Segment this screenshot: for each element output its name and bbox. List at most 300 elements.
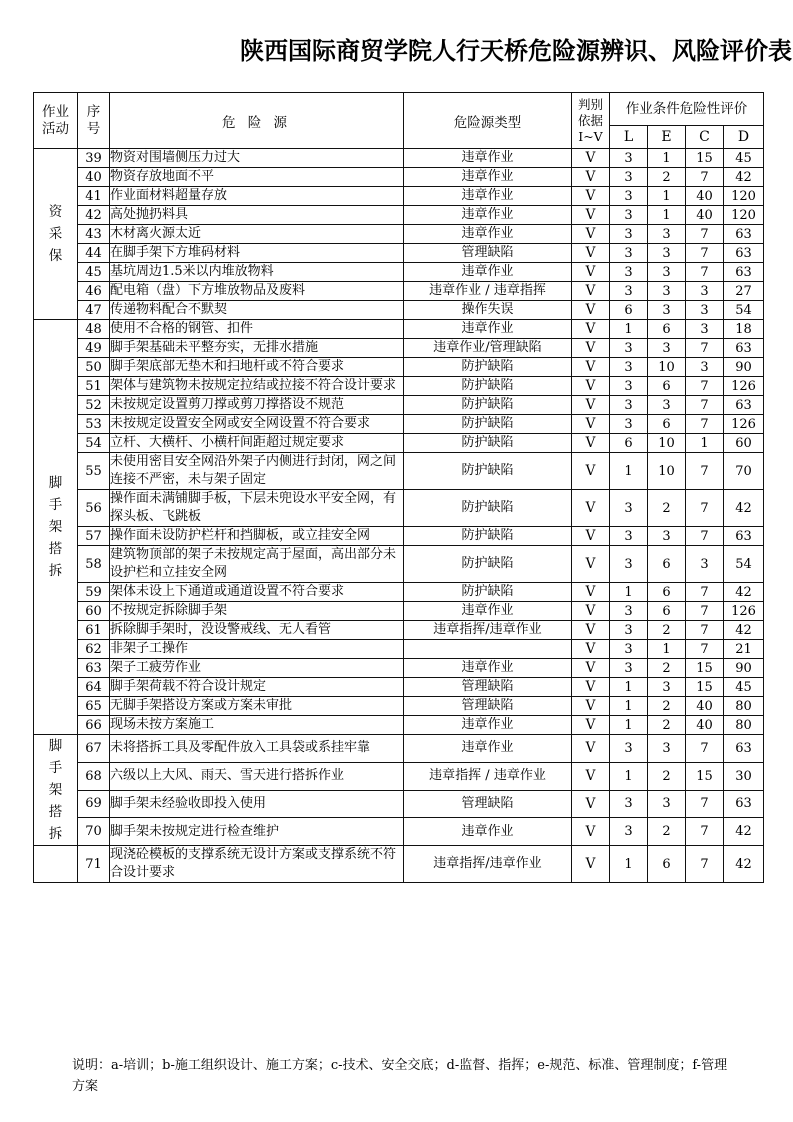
- hazard-cell: 未按规定设置剪刀撑或剪刀撑搭设不规范: [110, 396, 404, 415]
- hazard-cell: 物资存放地面不平: [110, 168, 404, 187]
- criteria-level-cell: V: [572, 149, 610, 168]
- sequence-cell: 64: [78, 678, 110, 697]
- table-body: [34, 149, 764, 883]
- criteria-level-cell: V: [572, 546, 610, 583]
- value-E-cell: 6: [648, 846, 686, 883]
- sequence-cell: 54: [78, 434, 110, 453]
- criteria-level-cell: V: [572, 697, 610, 716]
- value-C-cell: 7: [686, 263, 724, 282]
- criteria-level-cell: V: [572, 716, 610, 735]
- table-header: [34, 93, 764, 149]
- sequence-cell: 52: [78, 396, 110, 415]
- header-criteria-line3: I~V: [578, 128, 603, 144]
- table-row: [34, 149, 764, 168]
- value-C-cell: 40: [686, 206, 724, 225]
- sequence-cell: 41: [78, 187, 110, 206]
- header-sequence-line2: 号: [86, 120, 101, 137]
- value-L-cell: 3: [610, 735, 648, 763]
- hazard-cell: 脚手架基础未平整夯实，无排水措施: [110, 339, 404, 358]
- hazard-type-cell: 违章作业: [404, 659, 572, 678]
- value-E-cell: 10: [648, 453, 686, 490]
- value-L-cell: 3: [610, 621, 648, 640]
- header-evaluation-group: 作业条件危险性评价: [610, 93, 764, 126]
- hazard-type-cell: 管理缺陷: [404, 678, 572, 697]
- table-row: [34, 818, 764, 846]
- value-E-cell: 10: [648, 358, 686, 377]
- criteria-level-cell: V: [572, 659, 610, 678]
- table-row: [34, 244, 764, 263]
- value-L-cell: 3: [610, 225, 648, 244]
- value-L-cell: 3: [610, 546, 648, 583]
- sequence-cell: 62: [78, 640, 110, 659]
- value-L-cell: 3: [610, 396, 648, 415]
- criteria-level-cell: V: [572, 320, 610, 339]
- value-D-cell: 21: [724, 640, 764, 659]
- value-L-cell: 1: [610, 678, 648, 697]
- footnote: 说明：a-培训；b-施工组织设计、施工方案；c-技术、安全交底；d-监督、指挥；e-规范、标准、管理制度；f-管理方案: [72, 1058, 728, 1094]
- sequence-cell: 49: [78, 339, 110, 358]
- value-C-cell: 3: [686, 282, 724, 301]
- table-row: [34, 282, 764, 301]
- value-E-cell: 3: [648, 301, 686, 320]
- value-C-cell: 7: [686, 735, 724, 763]
- value-L-cell: 3: [610, 244, 648, 263]
- criteria-level-cell: V: [572, 434, 610, 453]
- hazard-cell: 脚手架底部无垫木和扫地杆或不符合要求: [110, 358, 404, 377]
- hazard-type-cell: 防护缺陷: [404, 490, 572, 527]
- sequence-cell: 63: [78, 659, 110, 678]
- value-C-cell: 7: [686, 490, 724, 527]
- hazard-type-cell: 违章作业: [404, 263, 572, 282]
- value-D-cell: 90: [724, 659, 764, 678]
- value-E-cell: 2: [648, 168, 686, 187]
- value-L-cell: 3: [610, 282, 648, 301]
- criteria-level-cell: V: [572, 377, 610, 396]
- sequence-cell: 51: [78, 377, 110, 396]
- value-E-cell: 6: [648, 546, 686, 583]
- value-D-cell: 42: [724, 818, 764, 846]
- sequence-cell: 46: [78, 282, 110, 301]
- hazard-cell: 在脚手架下方堆码材料: [110, 244, 404, 263]
- table-row: [34, 697, 764, 716]
- value-E-cell: 2: [648, 762, 686, 790]
- table-row: [34, 396, 764, 415]
- risk-assessment-table: [33, 92, 764, 883]
- hazard-type-cell: 违章作业: [404, 206, 572, 225]
- value-C-cell: 7: [686, 790, 724, 818]
- value-D-cell: 90: [724, 358, 764, 377]
- table-row: [34, 527, 764, 546]
- hazard-type-cell: 违章作业: [404, 602, 572, 621]
- value-L-cell: 3: [610, 818, 648, 846]
- value-C-cell: 7: [686, 818, 724, 846]
- hazard-type-cell: 防护缺陷: [404, 377, 572, 396]
- table-row: [34, 263, 764, 282]
- value-E-cell: 6: [648, 583, 686, 602]
- value-C-cell: 7: [686, 621, 724, 640]
- header-criteria: [572, 93, 610, 149]
- hazard-type-cell: 违章作业: [404, 320, 572, 339]
- sequence-cell: 66: [78, 716, 110, 735]
- table-row: [34, 339, 764, 358]
- value-D-cell: 63: [724, 527, 764, 546]
- sequence-cell: 69: [78, 790, 110, 818]
- hazard-type-cell: 防护缺陷: [404, 396, 572, 415]
- value-D-cell: 42: [724, 846, 764, 883]
- criteria-level-cell: V: [572, 846, 610, 883]
- criteria-level-cell: V: [572, 640, 610, 659]
- value-L-cell: 3: [610, 339, 648, 358]
- criteria-level-cell: V: [572, 168, 610, 187]
- sequence-cell: 71: [78, 846, 110, 883]
- table-row: [34, 762, 764, 790]
- value-E-cell: 2: [648, 490, 686, 527]
- value-C-cell: 15: [686, 762, 724, 790]
- sequence-cell: 67: [78, 735, 110, 763]
- hazard-cell: 木材离火源太近: [110, 225, 404, 244]
- value-D-cell: 80: [724, 697, 764, 716]
- hazard-type-cell: 违章指挥/违章作业: [404, 621, 572, 640]
- sequence-cell: 40: [78, 168, 110, 187]
- value-E-cell: 1: [648, 149, 686, 168]
- sequence-cell: 55: [78, 453, 110, 490]
- value-C-cell: 7: [686, 339, 724, 358]
- value-C-cell: 40: [686, 716, 724, 735]
- value-E-cell: 2: [648, 716, 686, 735]
- value-D-cell: 18: [724, 320, 764, 339]
- value-D-cell: 120: [724, 206, 764, 225]
- value-E-cell: 3: [648, 339, 686, 358]
- activity-label: 脚手架搭拆: [48, 475, 63, 579]
- value-E-cell: 3: [648, 396, 686, 415]
- table-row: [34, 583, 764, 602]
- hazard-cell: 操作面未设防护栏杆和挡脚板，或立挂安全网: [110, 527, 404, 546]
- header-sequence: [78, 93, 110, 149]
- hazard-type-cell: 违章作业 / 违章指挥: [404, 282, 572, 301]
- hazard-type-cell: 防护缺陷: [404, 453, 572, 490]
- value-C-cell: 7: [686, 244, 724, 263]
- value-E-cell: 3: [648, 678, 686, 697]
- hazard-type-cell: 防护缺陷: [404, 546, 572, 583]
- activity-cell: [34, 846, 78, 883]
- hazard-cell: 建筑物顶部的架子未按规定高于屋面，高出部分未设护栏和立挂安全网: [110, 546, 404, 583]
- criteria-level-cell: V: [572, 415, 610, 434]
- criteria-level-cell: V: [572, 735, 610, 763]
- activity-cell: [34, 149, 78, 320]
- criteria-level-cell: V: [572, 187, 610, 206]
- header-col-D: D: [724, 126, 764, 149]
- value-L-cell: 3: [610, 358, 648, 377]
- value-C-cell: 7: [686, 225, 724, 244]
- header-sequence-line1: 序: [86, 103, 101, 120]
- hazard-cell: 未将搭拆工具及零配件放入工具袋或系挂牢靠: [110, 735, 404, 763]
- hazard-cell: 非架子工操作: [110, 640, 404, 659]
- value-D-cell: 30: [724, 762, 764, 790]
- hazard-cell: 架子工疲劳作业: [110, 659, 404, 678]
- sequence-cell: 59: [78, 583, 110, 602]
- value-L-cell: 3: [610, 527, 648, 546]
- hazard-cell: 使用不合格的钢管、扣件: [110, 320, 404, 339]
- table-row: [34, 415, 764, 434]
- table-row: [34, 716, 764, 735]
- header-col-C: C: [686, 126, 724, 149]
- table-row: [34, 846, 764, 883]
- sequence-cell: 57: [78, 527, 110, 546]
- criteria-level-cell: V: [572, 490, 610, 527]
- criteria-level-cell: V: [572, 244, 610, 263]
- value-C-cell: 3: [686, 546, 724, 583]
- value-E-cell: 10: [648, 434, 686, 453]
- hazard-cell: 脚手架未按规定进行检查维护: [110, 818, 404, 846]
- hazard-cell: 未按规定设置安全网或安全网设置不符合要求: [110, 415, 404, 434]
- hazard-cell: 现场未按方案施工: [110, 716, 404, 735]
- table-row: [34, 546, 764, 583]
- criteria-level-cell: V: [572, 225, 610, 244]
- header-hazard: 危 险 源: [110, 93, 404, 149]
- value-D-cell: 54: [724, 546, 764, 583]
- sequence-cell: 60: [78, 602, 110, 621]
- value-D-cell: 60: [724, 434, 764, 453]
- table-header-row-1: [34, 93, 764, 126]
- header-activity: [34, 93, 78, 149]
- criteria-level-cell: V: [572, 206, 610, 225]
- activity-label: 脚手架搭拆: [48, 738, 63, 842]
- value-E-cell: 3: [648, 790, 686, 818]
- table-row: [34, 434, 764, 453]
- value-E-cell: 2: [648, 621, 686, 640]
- table-row: [34, 490, 764, 527]
- hazard-cell: 脚手架未经验收即投入使用: [110, 790, 404, 818]
- value-C-cell: 7: [686, 583, 724, 602]
- value-D-cell: 42: [724, 621, 764, 640]
- criteria-level-cell: V: [572, 396, 610, 415]
- sequence-cell: 47: [78, 301, 110, 320]
- hazard-type-cell: 违章作业: [404, 818, 572, 846]
- hazard-type-cell: 违章作业: [404, 187, 572, 206]
- value-C-cell: 15: [686, 678, 724, 697]
- risk-assessment-table-wrap: [33, 92, 763, 883]
- criteria-level-cell: V: [572, 583, 610, 602]
- value-E-cell: 3: [648, 225, 686, 244]
- value-D-cell: 54: [724, 301, 764, 320]
- hazard-type-cell: 违章作业: [404, 716, 572, 735]
- criteria-level-cell: V: [572, 790, 610, 818]
- value-E-cell: 2: [648, 818, 686, 846]
- value-L-cell: 3: [610, 415, 648, 434]
- hazard-type-cell: 管理缺陷: [404, 697, 572, 716]
- value-L-cell: 1: [610, 453, 648, 490]
- table-row: [34, 187, 764, 206]
- sequence-cell: 68: [78, 762, 110, 790]
- table-row: [34, 206, 764, 225]
- sequence-cell: 48: [78, 320, 110, 339]
- value-D-cell: 63: [724, 339, 764, 358]
- value-E-cell: 2: [648, 659, 686, 678]
- value-L-cell: 1: [610, 846, 648, 883]
- value-D-cell: 70: [724, 453, 764, 490]
- value-L-cell: 6: [610, 434, 648, 453]
- sequence-cell: 39: [78, 149, 110, 168]
- table-row: [34, 168, 764, 187]
- table-row: [34, 453, 764, 490]
- criteria-level-cell: V: [572, 339, 610, 358]
- value-L-cell: 1: [610, 583, 648, 602]
- value-L-cell: 1: [610, 716, 648, 735]
- table-row: [34, 602, 764, 621]
- hazard-type-cell: 管理缺陷: [404, 790, 572, 818]
- table-row: [34, 225, 764, 244]
- value-D-cell: 126: [724, 377, 764, 396]
- activity-label: 资采保: [48, 204, 63, 264]
- hazard-type-cell: 违章作业: [404, 735, 572, 763]
- value-C-cell: 40: [686, 187, 724, 206]
- value-D-cell: 63: [724, 244, 764, 263]
- header-criteria-line2: 依据: [577, 112, 603, 128]
- hazard-cell: 脚手架荷载不符合设计规定: [110, 678, 404, 697]
- hazard-type-cell: 违章指挥 / 违章作业: [404, 762, 572, 790]
- hazard-cell: 拆除脚手架时，没设警戒线、无人看管: [110, 621, 404, 640]
- value-D-cell: 126: [724, 415, 764, 434]
- value-L-cell: 1: [610, 320, 648, 339]
- header-hazard-type: 危险源类型: [404, 93, 572, 149]
- value-D-cell: 42: [724, 168, 764, 187]
- criteria-level-cell: V: [572, 678, 610, 697]
- criteria-level-cell: V: [572, 282, 610, 301]
- hazard-cell: 传递物料配合不默契: [110, 301, 404, 320]
- value-D-cell: 120: [724, 187, 764, 206]
- value-C-cell: 7: [686, 377, 724, 396]
- value-D-cell: 45: [724, 678, 764, 697]
- criteria-level-cell: V: [572, 621, 610, 640]
- hazard-type-cell: 防护缺陷: [404, 358, 572, 377]
- hazard-cell: 未使用密目安全网沿外架子内侧进行封闭，网之间连接不严密，未与架子固定: [110, 453, 404, 490]
- hazard-type-cell: 违章作业: [404, 225, 572, 244]
- hazard-cell: 操作面未满铺脚手板，下层未兜设水平安全网，有探头板、飞跳板: [110, 490, 404, 527]
- value-E-cell: 1: [648, 206, 686, 225]
- hazard-cell: 不按规定拆除脚手架: [110, 602, 404, 621]
- value-C-cell: 3: [686, 320, 724, 339]
- value-E-cell: 3: [648, 244, 686, 263]
- value-L-cell: 1: [610, 762, 648, 790]
- value-D-cell: 63: [724, 735, 764, 763]
- page-title: 陕西国际商贸学院人行天桥危险源辨识、风险评价表: [240, 37, 792, 65]
- sequence-cell: 70: [78, 818, 110, 846]
- criteria-level-cell: V: [572, 762, 610, 790]
- value-C-cell: 7: [686, 640, 724, 659]
- hazard-cell: 架体与建筑物未按规定拉结或拉接不符合设计要求: [110, 377, 404, 396]
- sequence-cell: 65: [78, 697, 110, 716]
- value-C-cell: 7: [686, 453, 724, 490]
- table-row: [34, 358, 764, 377]
- value-D-cell: 63: [724, 790, 764, 818]
- sequence-cell: 42: [78, 206, 110, 225]
- value-C-cell: 40: [686, 697, 724, 716]
- hazard-type-cell: 违章指挥/违章作业: [404, 846, 572, 883]
- value-L-cell: 3: [610, 790, 648, 818]
- sequence-cell: 61: [78, 621, 110, 640]
- value-E-cell: 1: [648, 187, 686, 206]
- header-criteria-line1: 判别: [577, 96, 603, 112]
- value-L-cell: 3: [610, 659, 648, 678]
- sequence-cell: 43: [78, 225, 110, 244]
- value-C-cell: 7: [686, 168, 724, 187]
- hazard-cell: 现浇砼模板的支撑系统无设计方案或支撑系统不符合设计要求: [110, 846, 404, 883]
- activity-cell: [34, 320, 78, 735]
- hazard-type-cell: 防护缺陷: [404, 527, 572, 546]
- value-E-cell: 3: [648, 527, 686, 546]
- sequence-cell: 56: [78, 490, 110, 527]
- criteria-level-cell: V: [572, 818, 610, 846]
- hazard-cell: 六级以上大风、雨天、雪天进行搭拆作业: [110, 762, 404, 790]
- sequence-cell: 53: [78, 415, 110, 434]
- value-L-cell: 3: [610, 263, 648, 282]
- header-activity-line1: 作业: [42, 103, 69, 120]
- header-col-E: E: [648, 126, 686, 149]
- criteria-level-cell: V: [572, 453, 610, 490]
- hazard-type-cell: 防护缺陷: [404, 415, 572, 434]
- hazard-type-cell: 违章作业: [404, 149, 572, 168]
- hazard-type-cell: 操作失误: [404, 301, 572, 320]
- value-D-cell: 126: [724, 602, 764, 621]
- value-L-cell: 1: [610, 697, 648, 716]
- value-L-cell: 3: [610, 168, 648, 187]
- value-D-cell: 63: [724, 225, 764, 244]
- hazard-cell: 基坑周边1.5米以内堆放物料: [110, 263, 404, 282]
- value-L-cell: 3: [610, 490, 648, 527]
- value-E-cell: 6: [648, 320, 686, 339]
- hazard-type-cell: [404, 640, 572, 659]
- sequence-cell: 45: [78, 263, 110, 282]
- value-E-cell: 2: [648, 697, 686, 716]
- hazard-cell: 高处抛扔料具: [110, 206, 404, 225]
- criteria-level-cell: V: [572, 527, 610, 546]
- value-E-cell: 6: [648, 602, 686, 621]
- value-D-cell: 27: [724, 282, 764, 301]
- sequence-cell: 58: [78, 546, 110, 583]
- table-row: [34, 377, 764, 396]
- value-C-cell: 3: [686, 301, 724, 320]
- value-C-cell: 15: [686, 149, 724, 168]
- hazard-type-cell: 防护缺陷: [404, 583, 572, 602]
- criteria-level-cell: V: [572, 602, 610, 621]
- hazard-type-cell: 防护缺陷: [404, 434, 572, 453]
- value-L-cell: 3: [610, 377, 648, 396]
- value-D-cell: 42: [724, 583, 764, 602]
- value-D-cell: 63: [724, 396, 764, 415]
- header-activity-line2: 活动: [42, 120, 69, 137]
- hazard-cell: 架体未设上下通道或通道设置不符合要求: [110, 583, 404, 602]
- value-L-cell: 3: [610, 206, 648, 225]
- value-D-cell: 42: [724, 490, 764, 527]
- hazard-cell: 作业面材料超量存放: [110, 187, 404, 206]
- value-D-cell: 63: [724, 263, 764, 282]
- value-L-cell: 6: [610, 301, 648, 320]
- table-row: [34, 621, 764, 640]
- value-E-cell: 3: [648, 263, 686, 282]
- value-E-cell: 1: [648, 640, 686, 659]
- header-col-L: L: [610, 126, 648, 149]
- criteria-level-cell: V: [572, 263, 610, 282]
- value-E-cell: 3: [648, 282, 686, 301]
- hazard-type-cell: 违章作业: [404, 168, 572, 187]
- value-C-cell: 15: [686, 659, 724, 678]
- table-row: [34, 640, 764, 659]
- hazard-cell: 配电箱（盘）下方堆放物品及废料: [110, 282, 404, 301]
- hazard-cell: 立杆、大横杆、小横杆间距超过规定要求: [110, 434, 404, 453]
- value-E-cell: 3: [648, 735, 686, 763]
- activity-cell: [34, 735, 78, 846]
- value-C-cell: 7: [686, 396, 724, 415]
